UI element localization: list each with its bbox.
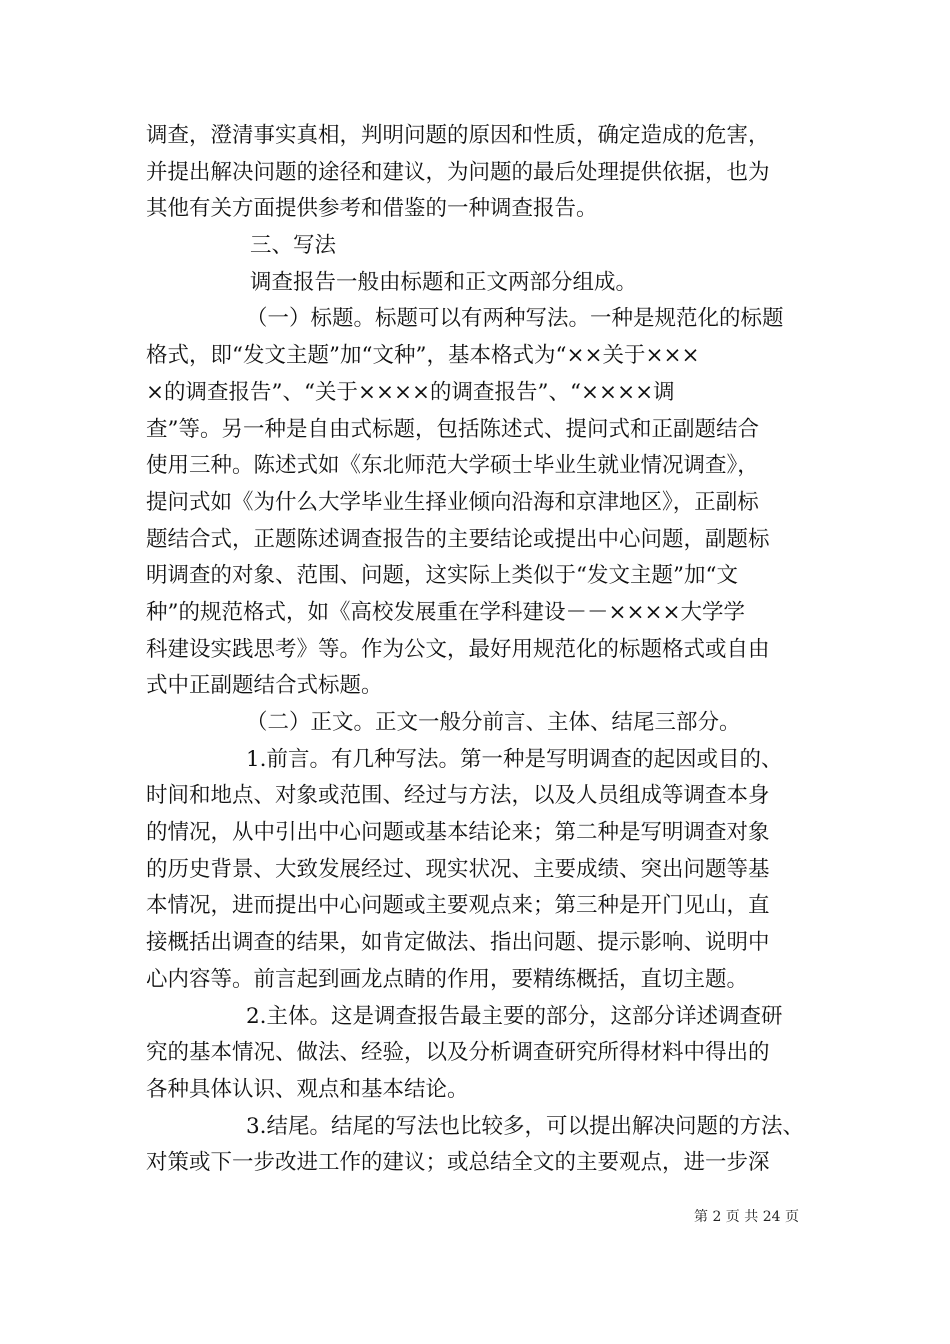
text-line: 1.前言。有几种写法。第一种是写明调查的起因或目的、: [246, 746, 783, 772]
document-body: [146, 118, 810, 1182]
subsection-heading: （二）正文。正文一般分前言、主体、结尾三部分。: [246, 710, 741, 735]
text-line: 格式，即“发文主题”加“文种”，基本格式为“××关于×××: [146, 343, 700, 369]
text-line: 明调查的对象、范围、问题，这实际上类似于“发文主题”加“文: [146, 563, 738, 589]
text-line: 题结合式，正题陈述调查报告的主要结论或提出中心问题，副题标: [146, 526, 770, 552]
section-heading: 三、写法: [250, 233, 337, 259]
text-line: 式中正副题结合式标题。: [146, 673, 383, 699]
text-line: 心内容等。前言起到画龙点睛的作用，要精练概括，直切主题。: [146, 966, 749, 992]
text-line: 各种具体认识、观点和基本结论。: [146, 1076, 469, 1102]
text-line: ×的调查报告”、“关于××××的调查报告”、“××××调: [146, 379, 675, 405]
text-line: 并提出解决问题的途径和建议，为问题的最后处理提供依据，也为: [146, 159, 770, 185]
text-line: 时间和地点、对象或范围、经过与方法，以及人员组成等调查本身: [146, 783, 770, 809]
text-line: 2.主体。这是调查报告最主要的部分，这部分详述调查研: [246, 1003, 783, 1029]
subsection-heading: （一）标题。标题可以有两种写法。一种是规范化的标题: [246, 306, 784, 332]
text-line: 调查，澄清事实真相，判明问题的原因和性质，确定造成的危害，: [146, 123, 770, 148]
text-line: 的情况，从中引出中心问题或基本结论来；第二种是写明调查对象: [146, 820, 770, 846]
text-line: 科建设实践思考》等。作为公文，最好用规范化的标题格式或自由: [146, 636, 770, 662]
text-line: 调查报告一般由标题和正文两部分组成。: [250, 269, 638, 295]
text-line: 种”的规范格式，如《高校发展重在学科建设－－××××大学学: [146, 599, 746, 625]
text-line: 使用三种。陈述式如《东北师范大学硕士毕业生就业情况调查》，: [146, 453, 759, 479]
text-line: 对策或下一步改进工作的建议；或总结全文的主要观点，进一步深: [146, 1150, 770, 1176]
text-line: 其他有关方面提供参考和借鉴的一种调查报告。: [146, 196, 598, 222]
page-number-footer: 第 2 页 共 24 页: [694, 1209, 799, 1225]
text-line: 查”等。另一种是自由式标题，包括陈述式、提问式和正副题结合: [146, 416, 759, 442]
text-line: 接概括出调查的结果，如肯定做法、指出问题、提示影响、说明中: [146, 930, 770, 956]
text-line: 究的基本情况、做法、经验，以及分析调查研究所得材料中得出的: [146, 1040, 770, 1066]
text-line: 的历史背景、大致发展经过、现实状况、主要成绩、突出问题等基: [146, 856, 770, 882]
text-line: 3.结尾。结尾的写法也比较多，可以提出解决问题的方法、: [246, 1113, 805, 1139]
text-line: 提问式如《为什么大学毕业生择业倾向沿海和京津地区》，正副标: [146, 489, 759, 515]
text-line: 本情况，进而提出中心问题或主要观点来；第三种是开门见山，直: [146, 893, 770, 919]
